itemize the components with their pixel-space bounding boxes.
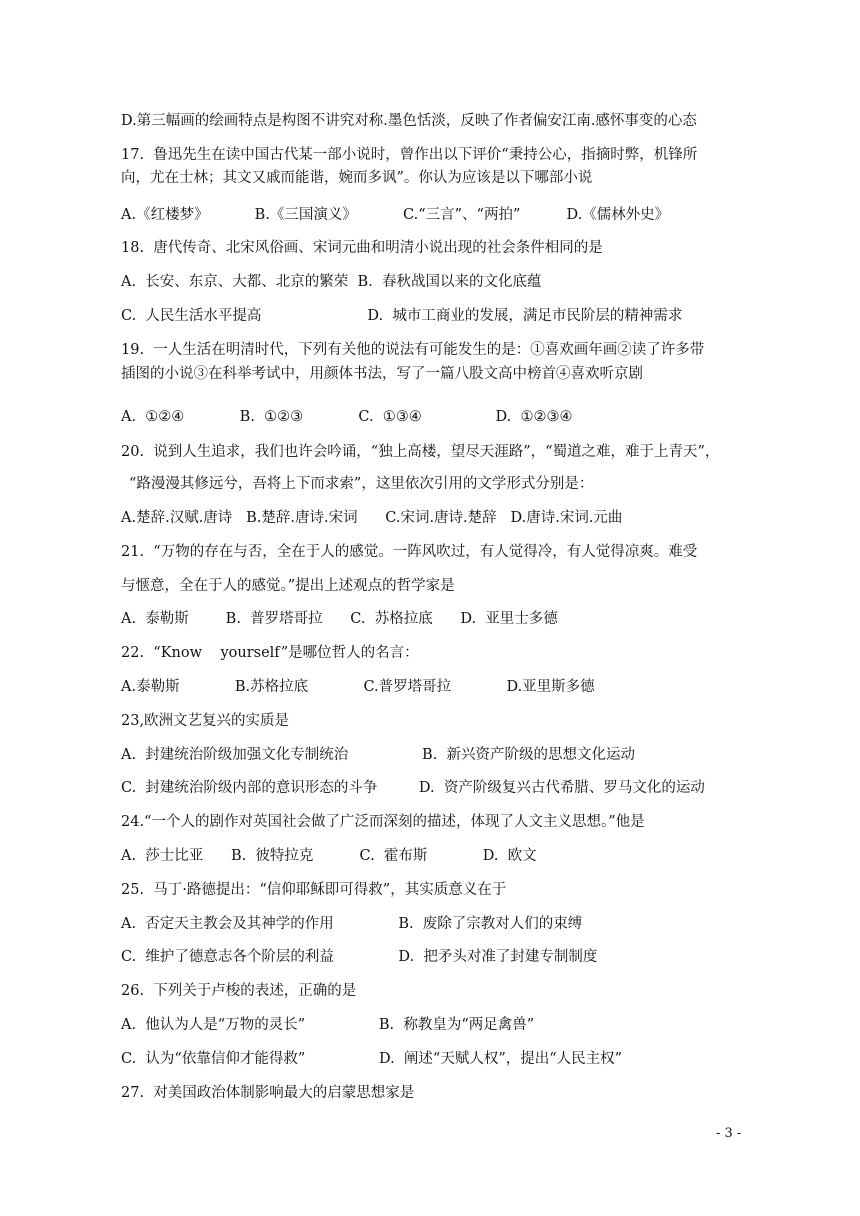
- text-line-q18-options-cd: C. 人民生活水平提高 D. 城市工商业的发展，满足市民阶层的精神需求: [121, 308, 683, 324]
- text-line-q26-options-ab: A. 他认为人是“万物的灵长” B. 称教皇为“两足禽兽”: [121, 1017, 535, 1033]
- text-line-q19-options: A. ①②④ B. ①②③ C. ①③④ D. ①②③④: [121, 409, 573, 425]
- text-line-q23-options-cd: C. 封建统治阶级内部的意识形态的斗争 D. 资产阶级复兴古代希腊、罗马文化的运动: [121, 780, 705, 796]
- text-line-q26-stem: 26. 下列关于卢梭的表述，正确的是: [121, 983, 357, 999]
- text-line-q25-options-cd: C. 维护了德意志各个阶层的利益 D. 把矛头对准了封建专制制度: [121, 949, 598, 965]
- text-line-q26-options-cd: C. 认为“依靠信仰才能得救” D. 阐述“天赋人权”，提出“人民主权”: [121, 1051, 623, 1067]
- text-line-q24-options: A. 莎士比亚 B. 彼特拉克 C. 霍布斯 D. 欧文: [121, 848, 537, 864]
- text-line-q20-stem-1: 20. 说到人生追求，我们也许会吟诵，“独上高楼，望尽天涯路”，“蜀道之难，难于上青天”，: [121, 444, 720, 460]
- text-line-q22-stem: 22. “Know yourself”是哪位哲人的名言：: [121, 645, 419, 661]
- text-line-q21-stem-2: 与惬意，全在于人的感觉。”提出上述观点的哲学家是: [121, 578, 455, 594]
- text-line-q25-stem: 25. 马丁·路德提出：“信仰耶稣即可得救”，其实质意义在于: [121, 882, 507, 898]
- text-line-q19-stem-1: 19. 一人生活在明清时代，下列有关他的说法有可能发生的是：①喜欢画年画②读了许多带: [121, 342, 705, 358]
- text-line-q18-options-ab: A. 长安、东京、大都、北京的繁荣 B. 春秋战国以来的文化底蕴: [121, 274, 542, 290]
- text-line-q23-stem: 23,欧洲文艺复兴的实质是: [121, 713, 290, 729]
- text-line-q25-options-ab: A. 否定天主教会及其神学的作用 B. 废除了宗教对人们的束缚: [121, 916, 583, 932]
- text-line-q21-stem-1: 21. “万物的存在与否，全在于人的感觉。一阵风吹过，有人觉得冷，有人觉得凉爽。难受: [121, 544, 698, 560]
- text-line-q17-stem-2: 向，尤在士林；其文又戚而能谐，婉而多讽”。你认为应该是以下哪部小说: [121, 170, 593, 186]
- text-line-q20-stem-2: “路漫漫其修远兮，吾将上下而求索”，这里依次引用的文学形式分别是：: [129, 476, 594, 492]
- text-line-q19-stem-2: 插图的小说③在科举考试中，用颜体书法，写了一篇八股文高中榜首④喜欢听京剧: [121, 366, 643, 382]
- text-line-q17-stem-1: 17. 鲁迅先生在读中国古代某一部小说时，曾作出以下评价“秉持公心，指摘时弊，机锋所: [121, 147, 698, 163]
- page-number: - 3 -: [716, 1126, 742, 1141]
- text-line-q27-stem: 27. 对美国政治体制影响最大的启蒙思想家是: [121, 1085, 415, 1101]
- text-line-q21-options: A. 泰勒斯 B. 普罗塔哥拉 C. 苏格拉底 D. 亚里士多德: [121, 611, 558, 627]
- text-line-q20-options: A.楚辞.汉赋.唐诗 B.楚辞.唐诗.宋词 C.宋词.唐诗.楚辞 D.唐诗.宋词.元曲: [121, 510, 623, 526]
- text-line-q23-options-ab: A. 封建统治阶级加强文化专制统治 B. 新兴资产阶级的思想文化运动: [121, 747, 636, 763]
- text-line-q16-option-d: D.第三幅画的绘画特点是构图不讲究对称.墨色恬淡，反映了作者偏安江南.感怀事变的心态: [121, 113, 697, 129]
- text-line-q22-options: A.泰勒斯 B.苏格拉底 C.普罗塔哥拉 D.亚里斯多德: [121, 679, 595, 695]
- text-line-q18-stem: 18. 唐代传奇、北宋风俗画、宋词元曲和明清小说出现的社会条件相同的是: [121, 240, 603, 256]
- text-line-q24-stem: 24.“一个人的剧作对英国社会做了广泛而深刻的描述，体现了人文主义思想。”他是: [121, 814, 645, 830]
- text-line-q17-options: A.《红楼梦》 B.《三国演义》 C.“三言”、“两拍” D.《儒林外史》: [121, 207, 670, 223]
